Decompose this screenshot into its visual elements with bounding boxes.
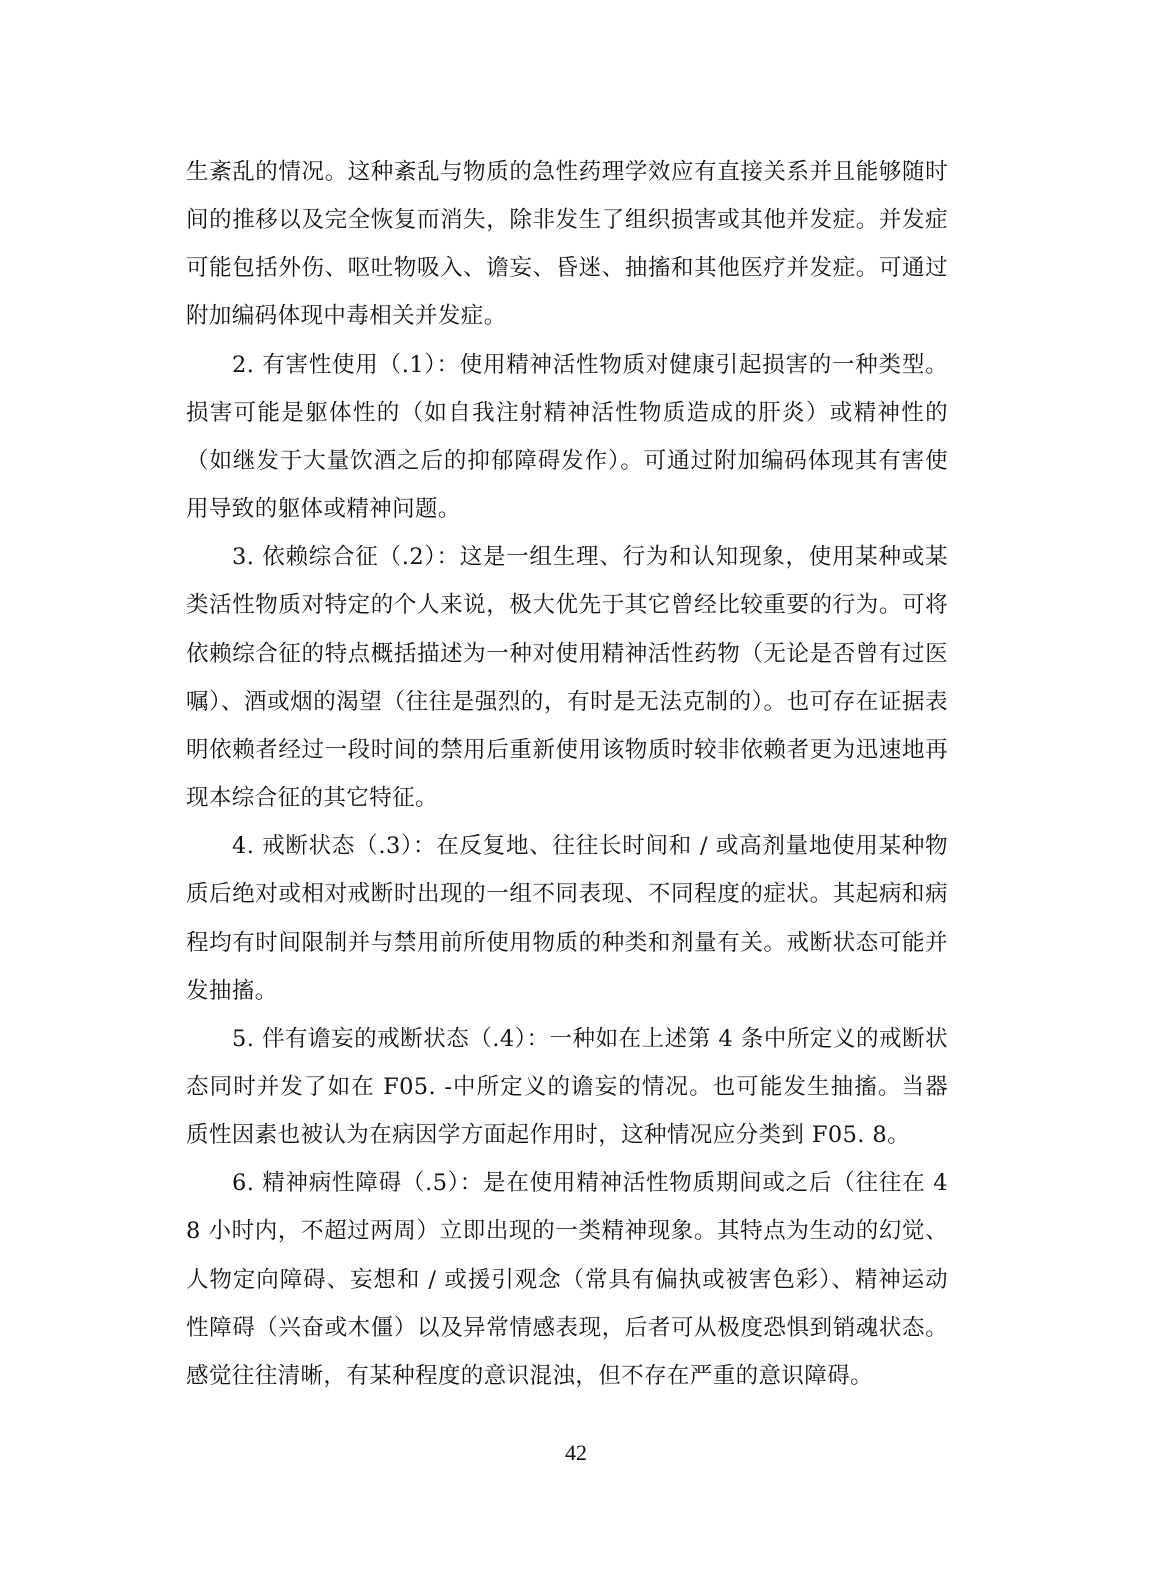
page-number: 42 xyxy=(565,1440,587,1465)
document-body xyxy=(186,148,948,1400)
paragraph-withdrawal-delirium: 5. 伴有谵妄的戒断状态（.4）：一种如在上述第 4 条中所定义的戒断状态同时并发了如在 F05. -中所定义的谵妄的情况。也可能发生抽搐。当器质性因素也被认为在病因学方面起作用时，这种情况应分类到 F05. 8。 xyxy=(186,1025,948,1149)
paragraph-psychotic-disorder: 6. 精神病性障碍（.5）：是在使用精神活性物质期间或之后（往往在 48 小时内，不超过两周）立即出现的一类精神现象。其特点为生动的幻觉、人物定向障碍、妄想和 / 或援引观念（常具有偏执或被害色彩）、精神运动性障碍（兴奋或木僵）以及异常情感表现，后者可从极度恐惧到销魂状态。感觉往往清晰，有某种程度的意识混浊，但不存在严重的意识障碍。 xyxy=(186,1170,948,1389)
paragraph-continuation: 生紊乱的情况。这种紊乱与物质的急性药理学效应有直接关系并且能够随时间的推移以及完全恢复而消失，除非发生了组织损害或其他并发症。并发症可能包括外伤、呕吐物吸入、谵妄、昏迷、抽搐和其他医疗并发症。可通过附加编码体现中毒相关并发症。 xyxy=(186,159,948,330)
paragraph-dependence-syndrome: 3. 依赖综合征（.2）：这是一组生理、行为和认知现象，使用某种或某类活性物质对特定的个人来说，极大优先于其它曾经比较重要的行为。可将依赖综合征的特点概括描述为一种对使用精神活性药物（无论是否曾有过医嘱）、酒或烟的渴望（往往是强烈的，有时是无法克制的）。也可存在证据表明依赖者经过一段时间的禁用后重新使用该物质时较非依赖者更为迅速地再现本综合征的其它特征。 xyxy=(186,544,948,812)
paragraph-harmful-use: 2. 有害性使用（.1）：使用精神活性物质对健康引起损害的一种类型。损害可能是躯体性的（如自我注射精神活性物质造成的肝炎）或精神性的（如继发于大量饮酒之后的抑郁障碍发作）。可通过附加编码体现其有害使用导致的躯体或精神问题。 xyxy=(186,351,948,523)
paragraph-withdrawal-state: 4. 戒断状态（.3）：在反复地、往往长时间和 / 或高剂量地使用某种物质后绝对或相对戒断时出现的一组不同表现、不同程度的症状。其起病和病程均有时间限制并与禁用前所使用物质的种类和剂量有关。戒断状态可能并发抽搐。 xyxy=(186,833,948,1004)
